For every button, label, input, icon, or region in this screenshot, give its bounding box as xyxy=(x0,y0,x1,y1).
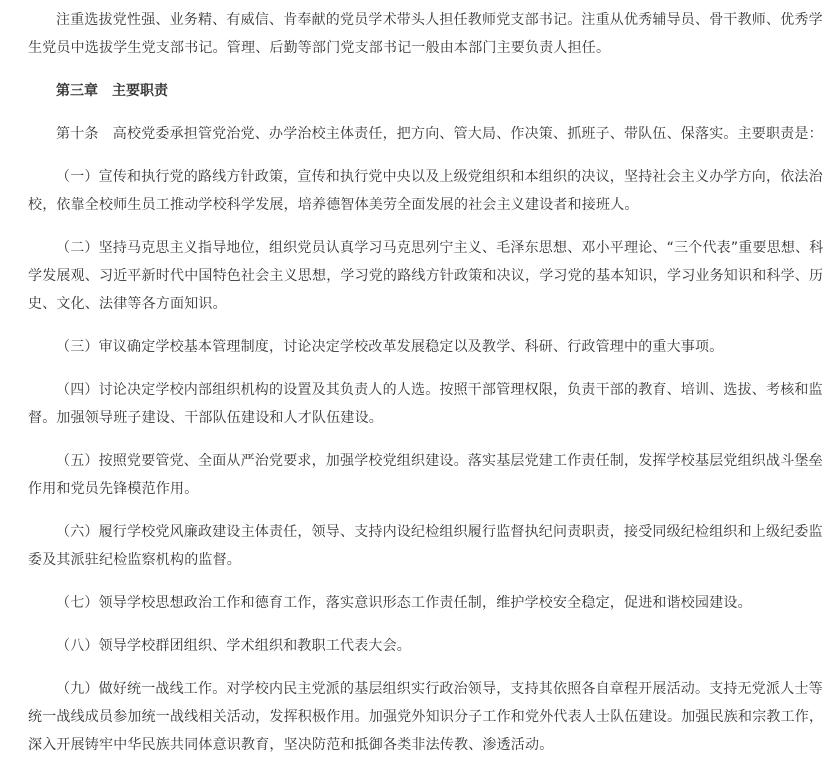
duty-item-6: （六）履行学校党风廉政建设主体责任，领导、支持内设纪检组织履行监督执纪问责职责，接受同级纪检组织和上级纪委监委及其派驻纪检监察机构的监督。 xyxy=(28,524,823,568)
duty-item-1: （一）宣传和执行党的路线方针政策，宣传和执行党中央以及上级党组织和本组织的决议，坚持社会主义办学方向，依法治校，依靠全校师生员工推动学校科学发展，培养德智体美劳全面发展的社会主义建设者和接班人。 xyxy=(28,169,823,213)
chapter-heading xyxy=(28,77,830,105)
duty-item-4: （四）讨论决定学校内部组织机构的设置及其负责人的人选。按照干部管理权限，负责干部的教育、培训、选拔、考核和监督。加强领导班子建设、干部队伍建设和人才队伍建设。 xyxy=(28,382,823,426)
article-ten: 第十条 高校党委承担管党治党、办学治校主体责任，把方向、管大局、作决策、抓班子、带队伍、保落实。主要职责是： xyxy=(56,126,823,142)
duty-item-3: （三）审议确定学校基本管理制度，讨论决定学校改革发展稳定以及教学、科研、行政管理中的重大事项。 xyxy=(56,339,724,355)
duty-item-7: （七）领导学校思想政治工作和德育工作，落实意识形态工作责任制，维护学校安全稳定，促进和谐校园建设。 xyxy=(56,595,752,611)
chapter-title: 主要职责 xyxy=(112,83,168,99)
chapter-number: 第三章 xyxy=(56,83,98,99)
intro-paragraph: 注重选拔党性强、业务精、有威信、肯奉献的党员学术带头人担任教师党支部书记。注重从优秀辅导员、骨干教师、优秀学生党员中选拔学生党支部书记。管理、后勤等部门党支部书记一般由本部门主要负责人担任。 xyxy=(28,12,823,56)
duty-item-9: （九）做好统一战线工作。对学校内民主党派的基层组织实行政治领导，支持其依照各自章程开展活动。支持无党派人士等统一战线成员参加统一战线相关活动，发挥积极作用。加强党外知识分子工作和党外代表人士队伍建设。加强民族和宗教工作，深入开展铸牢中华民族共同体意识教育，坚决防范和抵御各类非法传教、渗透活动。 xyxy=(28,681,824,753)
duty-item-5: （五）按照党要管党、全面从严治党要求，加强学校党组织建设。落实基层党建工作责任制，发挥学校基层党组织战斗堡垒作用和党员先锋模范作用。 xyxy=(28,453,823,497)
duty-item-8: （八）领导学校群团组织、学术组织和教职工代表大会。 xyxy=(56,638,411,654)
duty-item-2: （二）坚持马克思主义指导地位，组织党员认真学习马克思列宁主义、毛泽东思想、邓小平理论、“三个代表”重要思想、科学发展观、习近平新时代中国特色社会主义思想，学习党的路线方针政策和决议，学习党的基本知识，学习业务知识和科学、历史、文化、法律等各方面知识。 xyxy=(28,240,824,312)
